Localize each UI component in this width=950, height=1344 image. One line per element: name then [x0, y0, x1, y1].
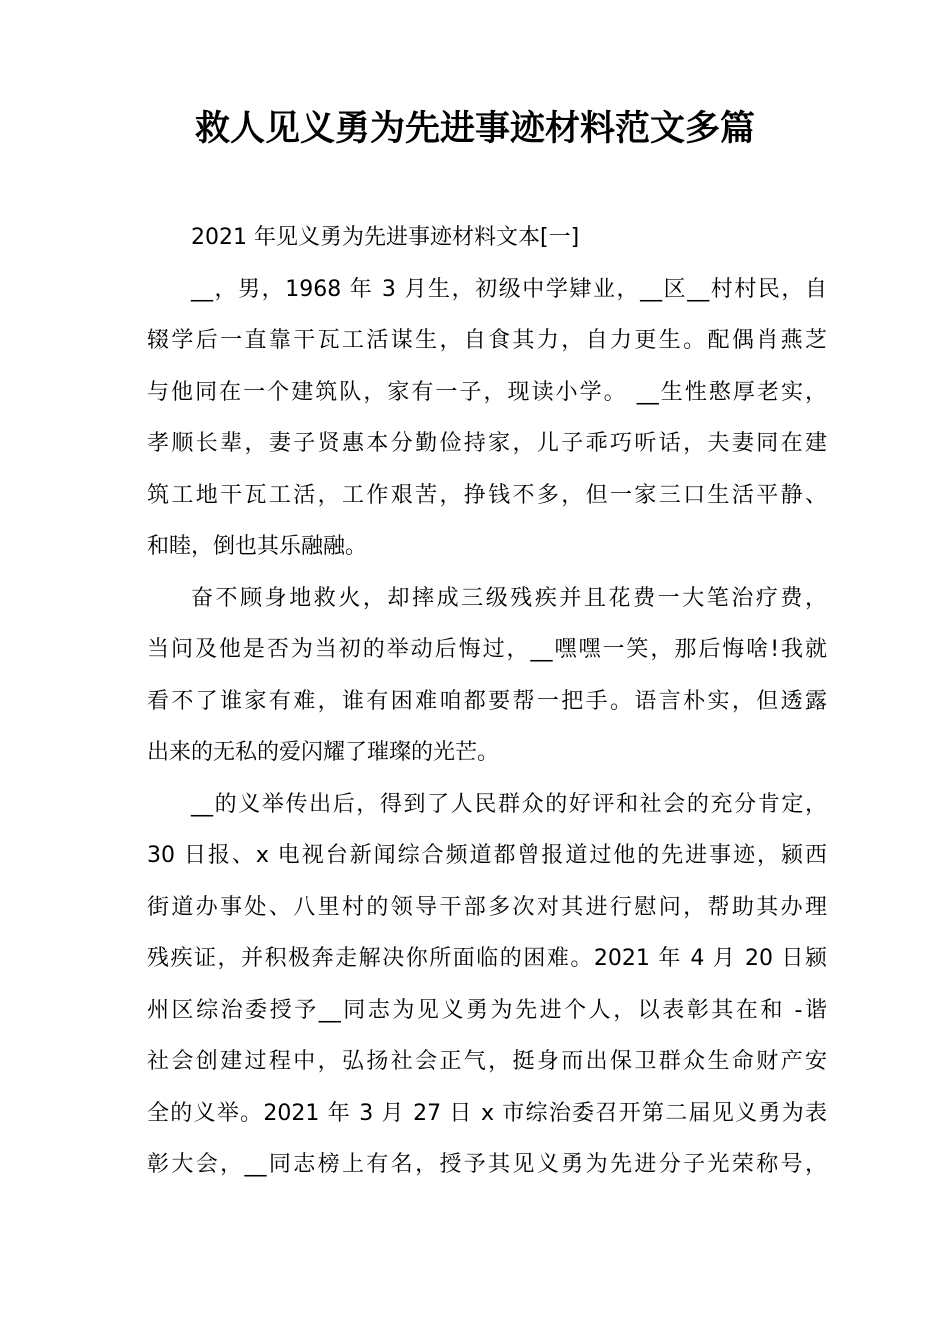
paragraph-line: 筑工地干瓦工活，工作艰苦，挣钱不多，但一家三口生活平静、 [147, 482, 827, 508]
paragraph-line: __，男，1968 年 3 月生，初级中学肄业，__区__村村民，自 [191, 276, 827, 302]
paragraph-line: 与他同在一个建筑队，家有一子，现读小学。 __生性憨厚老实， [147, 379, 827, 405]
paragraph-line: 当问及他是否为当初的举动后悔过，__嘿嘿一笑，那后悔啥!我就 [147, 637, 827, 662]
paragraph-line: 辍学后一直靠干瓦工活谋生，自食其力，自力更生。配偶肖燕芝 [147, 328, 827, 353]
paragraph-line: 出来的无私的爱闪耀了璀璨的光芒。 [147, 740, 500, 765]
paragraph-line: 街道办事处、八里村的领导干部多次对其进行慰问，帮助其办理 [147, 894, 827, 920]
paragraph-line: 彰大会，__同志榜上有名，授予其见义勇为先进分子光荣称号， [147, 1152, 827, 1177]
paragraph-line: 社会创建过程中，弘扬社会正气，挺身而出保卫群众生命财产安 [147, 1049, 827, 1074]
section-heading: 2021 年见义勇为先进事迹材料文本[一] [191, 225, 580, 250]
paragraph-line: 残疾证，并积极奔走解决你所面临的困难。2021 年 4 月 20 日颍 [147, 946, 827, 971]
document-title: 救人见义勇为先进事迹材料范文多篇 [194, 109, 755, 149]
paragraph-line: 孝顺长辈，妻子贤惠本分勤俭持家，儿子乖巧听话，夫妻同在建 [147, 431, 827, 456]
paragraph-line: 全的义举。2021 年 3 月 27 日 x 市综治委召开第二届见义勇为表 [147, 1100, 827, 1126]
paragraph-line: 奋不顾身地救火，却摔成三级残疾并且花费一大笔治疗费， [191, 585, 827, 611]
paragraph-line: 州区综治委授予__同志为见义勇为先进个人，以表彰其在和 -谐 [147, 997, 827, 1023]
document-body [147, 212, 827, 1191]
paragraph-line: __的义举传出后，得到了人民群众的好评和社会的充分肯定， [191, 791, 827, 817]
paragraph-line: 30 日报、x 电视台新闻综合频道都曾报道过他的先进事迹，颍西 [147, 843, 827, 868]
paragraph-line: 看不了谁家有难，谁有困难咱都要帮一把手。语言朴实，但透露 [147, 688, 827, 714]
paragraph-line: 和睦，倒也其乐融融。 [147, 534, 368, 559]
